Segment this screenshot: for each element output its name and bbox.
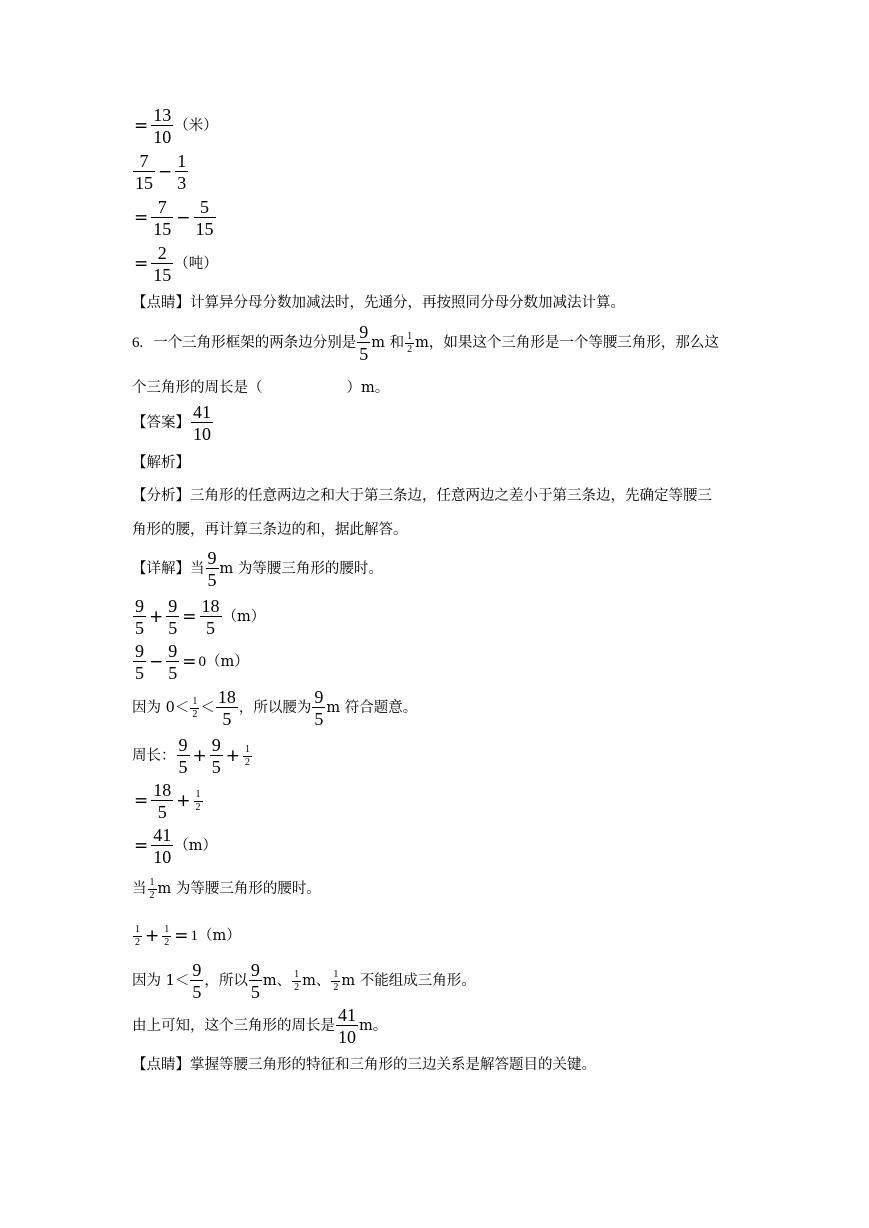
minus-sign: − xyxy=(158,161,173,182)
perimeter-line xyxy=(132,736,253,776)
fraction: $\frac{1}{2}$ xyxy=(164,924,170,948)
unit-text: （m） xyxy=(206,653,249,670)
detail-line: 【详解】 当 $\frac{9}{5}$ m 为等腰三角形的腰时。 xyxy=(132,548,383,590)
equals-sign: = xyxy=(134,835,149,856)
plus-sign: + xyxy=(145,926,160,946)
analysis-paragraph-line-2 xyxy=(132,523,408,538)
calc-line xyxy=(132,642,249,682)
calc-line xyxy=(132,925,241,948)
question-number: 6. xyxy=(132,334,144,351)
equals-sign: = xyxy=(182,651,197,672)
question-text: ）m。 xyxy=(346,380,390,396)
equals-sign: = xyxy=(182,606,197,627)
plus-sign: + xyxy=(225,745,240,766)
fraction: $\frac{9}{5}$ xyxy=(135,596,144,638)
fraction: $\frac{1}{2}$ xyxy=(407,330,413,355)
fraction: $\frac{1}{2}$ xyxy=(192,695,198,720)
case-line: 当 $\frac{1}{2}$ m 为等腰三角形的腰时。 xyxy=(132,877,321,901)
plus-sign: + xyxy=(192,745,207,766)
analysis-text: 角形的腰，再计算三条边的和，据此解答。 xyxy=(132,522,408,538)
fraction: $\frac{1}{2}$ xyxy=(333,968,339,993)
fraction: $\frac{9}{5}$ xyxy=(211,735,221,777)
equals-sign: = xyxy=(134,115,149,136)
fraction: $\frac{9}{5}$ xyxy=(178,735,188,777)
expression-line xyxy=(132,198,217,238)
equals-sign: = xyxy=(174,926,189,946)
unit-text: （吨） xyxy=(174,255,218,272)
answer-fraction: $\frac{41}{10}$ xyxy=(193,402,211,444)
analysis-tag: 【解析】 xyxy=(132,455,190,471)
minus-sign: − xyxy=(176,207,191,228)
fraction: $\frac{18}{5}$ xyxy=(153,780,172,822)
fraction: $\frac{41}{10}$ xyxy=(153,825,172,867)
fraction: $\frac{1}{2}$ xyxy=(135,924,140,948)
plus-sign: + xyxy=(149,606,164,627)
fraction: $\frac{9}{5}$ xyxy=(314,687,324,729)
equals-sign: = xyxy=(134,207,149,228)
equals-sign: = xyxy=(134,790,149,811)
unit-text: m 和 xyxy=(371,334,405,351)
fraction: $\frac{1}{3}$ xyxy=(177,151,187,193)
fraction: $\frac{9}{5}$ xyxy=(168,641,178,683)
equals-sign: = xyxy=(134,253,149,274)
less-than-sign: ＜ xyxy=(200,699,215,716)
unit-text: （m） xyxy=(174,837,217,854)
fraction: $\frac{18}{5}$ xyxy=(201,596,220,638)
result-value: 1 xyxy=(190,928,198,944)
fraction: $\frac{1}{2}$ xyxy=(149,877,155,901)
fraction: $\frac{13}{10}$ xyxy=(153,105,172,147)
tip-paragraph xyxy=(132,296,625,311)
tip-tag: 【点睛】 xyxy=(132,295,190,311)
question-text: m，如果这个三角形是一个等腰三角形，那么这 xyxy=(415,334,719,351)
fraction: $\frac{9}{5}$ xyxy=(168,596,178,638)
question-6-line-2 xyxy=(132,381,389,396)
answer-line xyxy=(132,403,214,443)
detail-tag: 【详解】 xyxy=(132,560,190,577)
analysis-subtag: 【分析】 xyxy=(132,488,190,504)
fraction: $\frac{1}{2}$ xyxy=(294,968,300,993)
fraction: $\frac{9}{5}$ xyxy=(135,641,144,683)
fraction: $\frac{7}{15}$ xyxy=(153,197,172,239)
calc-line xyxy=(132,781,204,821)
tip-tag: 【点睛】 xyxy=(132,1057,190,1073)
expression-line xyxy=(132,152,189,192)
fraction: $\frac{9}{5}$ xyxy=(207,548,217,590)
fraction: $\frac{1}{2}$ xyxy=(245,743,250,768)
fraction: $\frac{7}{15}$ xyxy=(135,151,153,193)
analysis-heading xyxy=(132,456,190,471)
question-6-line-1 xyxy=(132,323,719,363)
tip-text: 计算异分母分数加减法时，先通分，再按照同分母分数加减法计算。 xyxy=(190,295,625,311)
analysis-text: 三角形的任意两边之和大于第三条边，任意两边之差小于第三条边，先确定等腰三 xyxy=(190,488,712,504)
unit-text: （m） xyxy=(222,608,266,625)
question-text: 个三角形的周长是（ xyxy=(132,380,263,396)
tip-text: 掌握等腰三角形的特征和三角形的三边关系是解答题目的关键。 xyxy=(190,1057,596,1073)
answer-tag: 【答案】 xyxy=(132,414,190,431)
fraction: $\frac{9}{5}$ xyxy=(359,322,369,364)
reason-line: 因为 1＜ $\frac{9}{5}$ ，所以 $\frac{9}{5}$ m、 $\frac{1}{2}$ m、 $\frac{1}{2}$ m 不能组成三角形。 xyxy=(132,960,476,1002)
plus-sign: + xyxy=(176,790,191,811)
fraction: $\frac{9}{5}$ xyxy=(192,960,202,1002)
result-value: 0 xyxy=(198,653,206,670)
unit-text: （米） xyxy=(174,117,218,134)
fraction: $\frac{2}{15}$ xyxy=(153,243,172,285)
fraction: $\frac{5}{15}$ xyxy=(195,197,214,239)
fraction: $\frac{41}{10}$ xyxy=(338,1005,356,1047)
fraction: $\frac{18}{5}$ xyxy=(217,687,236,729)
question-text: 一个三角形框架的两条边分别是 xyxy=(153,334,357,351)
reason-line: 因为 0＜ $\frac{1}{2}$ ＜ $\frac{18}{5}$ ，所以腰为 $\frac{9}{5}$ m 符合题意。 xyxy=(132,687,418,729)
tip-paragraph xyxy=(132,1058,596,1073)
fraction: $\frac{9}{5}$ xyxy=(250,960,260,1002)
minus-sign: − xyxy=(149,651,164,672)
result-line-meters xyxy=(132,106,218,146)
fraction: $\frac{1}{2}$ xyxy=(195,788,201,813)
perimeter-label: 周长： xyxy=(132,747,176,764)
conclusion-line: 由上可知，这个三角形的周长是 $\frac{41}{10}$ m。 xyxy=(132,1005,388,1047)
calc-line xyxy=(132,597,265,637)
calc-line xyxy=(132,826,217,866)
analysis-paragraph-line-1 xyxy=(132,489,712,504)
result-line-tons xyxy=(132,244,218,284)
unit-text: （m） xyxy=(198,928,241,945)
